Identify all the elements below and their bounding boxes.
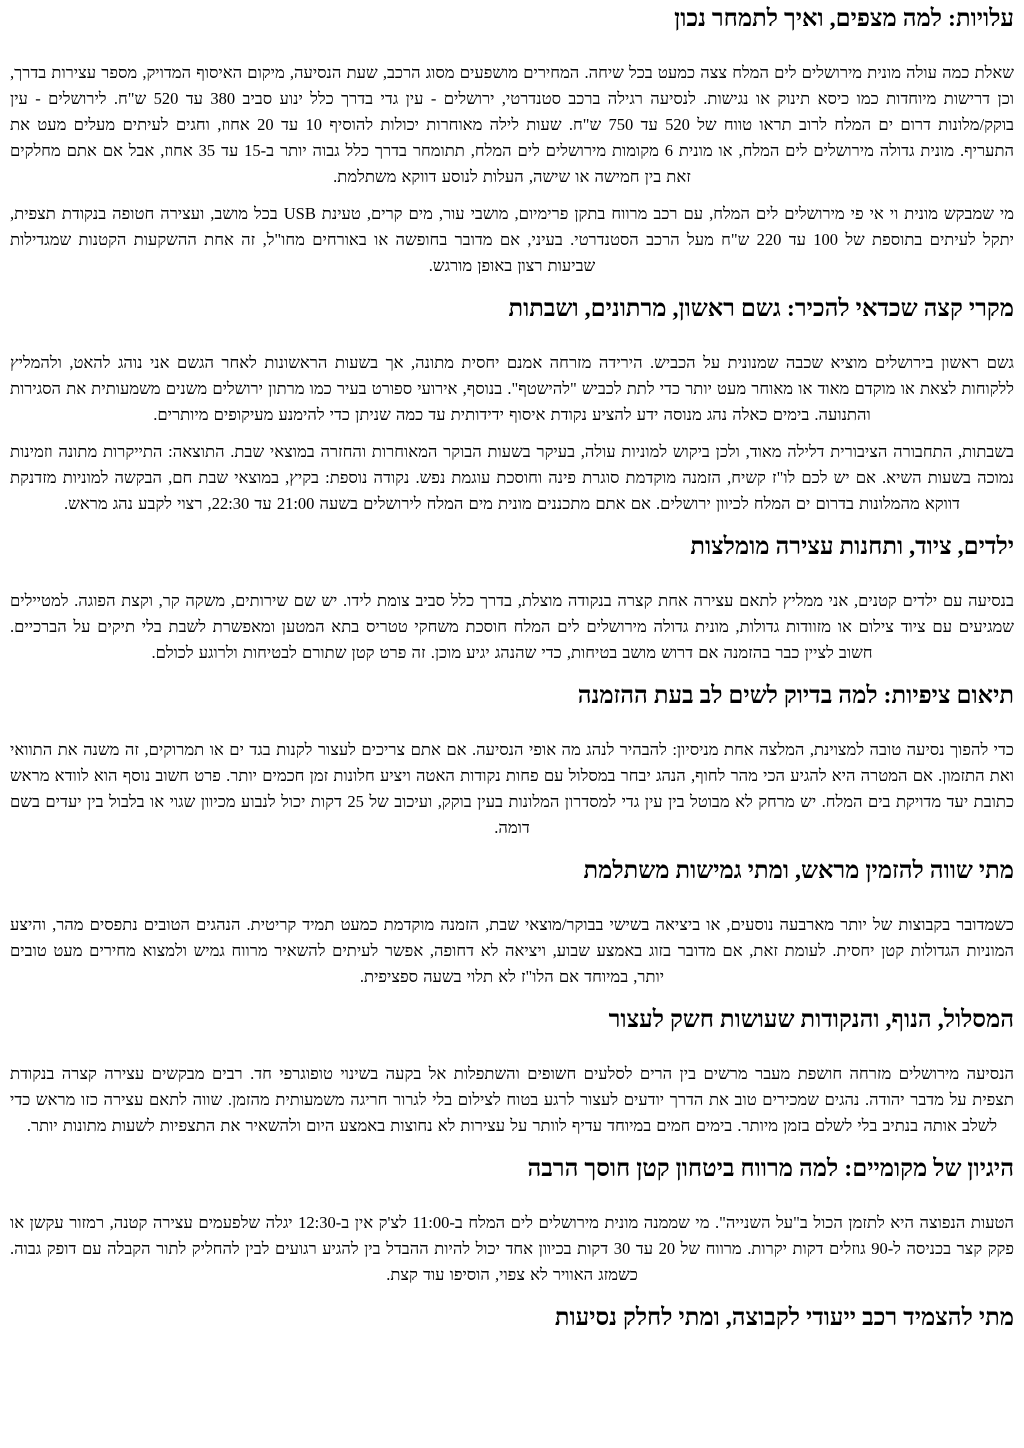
section-heading: עלויות: למה מצפים, ואיך לתמחר נכון (674, 6, 1014, 32)
section-heading: ילדים, ציוד, ותחנות עצירה מומלצות (690, 534, 1014, 560)
paragraph: בשבתות, התחבורה הציבורית דלילה מאוד, ולכן ביקוש למוניות עולה, בעיקר בשעות הבוקר המאוחרות והחזרה במוצאי שבת. התוצאה: התייקרות מתונה וזמינות נמוכה בשעות השיא. אם יש לכם לו"ז קשיח, הזמנה מוקדמת סוגרת פינה וחוסכת עוגמת נפש. נקודה נוספת: בקיץ, במוצאי שבת חם, הבקשה למוניות מזדנקת דווקא מהמלונות בדרום ים המלח לכיוון ירושלים. אם אתם מתכננים מונית מים המלח לירושלים בשעה 21:00 עד 22:30, רצוי לקבע נהג מראש. (10, 442, 1014, 513)
paragraph: בנסיעה עם ילדים קטנים, אני ממליץ לתאם עצירה אחת קצרה בנקודה מוצלת, בדרך כלל סביב צומת לידו. יש שם שירותים, משקה קר, וקצת הפוגה. למטיילים שמגיעים עם ציוד צילום או מזוודות גדולות, מונית גדולה מירושלים לים המלח חוסכת משחקי טטריס בתא המטען ומאפשרת לשבת בלי תיקים על הברכיים. חשוב לציין כבר בהזמנה אם דרוש מושב בטיחות, כדי שהנהג יגיע מוכן. זה פרט קטן שתורם לבטיחות ולרוגע לכולם. (10, 591, 1014, 662)
paragraph: כדי להפוך נסיעה טובה למצוינת, המלצה אחת מניסיון: להבהיר לנהג מה אופי הנסיעה. אם אתם צריכים לעצור לקנות בגד ים או תמרוקים, זה משנה את התוואי ואת התזמון. אם המטרה היא להגיע הכי מהר לחוף, הנהג יבחר במסלול עם פחות נקודות האטה ויציע חלונות זמן חכמים יותר. פרט חשוב נוסף הוא לוודא מראש כתובת יעד מדויקת בים המלח. יש מרחק לא מבוטל בין עין גדי למסדרון המלונות בעין בוקק, ועיכוב של 25 דקות יכול לנבוע מכיוון שגוי או בלבול בין יעדים בשם דומה. (10, 740, 1015, 837)
paragraph: הטעות הנפוצה היא לתזמן הכול ב"על השנייה". מי שממנה מונית מירושלים לים המלח ב-11:00 לצ'ק אין ב-12:30 יגלה שלפעמים עצירה קטנה, רמזור עקשן או פקק קצר בכניסה ל-90 גוזלים דקות יקרות. מרווח של 20 עד 30 דקות בכיוון אחד יכול להיות ההבדל בין להגיע רגועים לבין להחליק לתור הקבלה עם דופק גבוה. כשמזג האוויר לא צפוי, הוסיפו עוד קצת. (10, 1213, 1014, 1284)
section-heading: היגיון של מקומיים: למה מרווח ביטחון קטן חוסך הרבה (527, 1156, 1014, 1182)
section-heading: מתי שווה להזמין מראש, ומתי גמישות משתלמת (583, 858, 1014, 884)
paragraph: כשמדובר בקבוצות של יותר מארבעה נוסעים, או ביציאה בשישי בבוקר/מוצאי שבת, הזמנה מוקדמת כמעט תמיד קריטית. הנהגים הטובים נתפסים מהר, והיצע המוניות הגדולות קטן יחסית. לעומת זאת, אם מדובר בזוג באמצע שבוע, ויציאה לא דחופה, אפשר לעיתים להשאיר מרווח גמיש ולמצוא מחירים מעט טובים יותר, במיוחד אם הלו"ז לא תלוי בשעה ספציפית. (10, 915, 1014, 986)
section-heading: מתי להצמיד רכב ייעודי לקבוצה, ומתי לחלק נסיעות (554, 1305, 1014, 1331)
paragraph: גשם ראשון בירושלים מוציא שכבה שמנונית על הכביש. הירידה מזרחה אמנם יחסית מתונה, אך בשעות הראשונות לאחר הגשם אני נוהג להאט, ולהמליץ ללקוחות לצאת או מוקדם מאוד או מאוחר מעט יותר כדי לתת לכביש "להישטף". בנוסף, אירועי ספורט בעיר כמו מרתון ירושלים משנים משמעותית את הסגירות והתנועה. בימים כאלה נהג מנוסה ידע להציע נקודת איסוף ידידותית עד כמה שניתן כדי להימנע מעיקופים מיותרים. (10, 353, 1014, 424)
paragraph: מי שמבקש מונית וי אי פי מירושלים לים המלח, עם רכב מרווח בתקן פרימיום, מושבי עור, מים קרים, טעינת USB בכל מושב, ועצירה חטופה בנקודת תצפית, יתקל לעיתים בתוספת של 100 עד 220 ש"ח מעל הרכב הסטנדרטי. בעיני, אם מדובר בחופשה או באורחים מחו"ל, זה אחת ההשקעות הקטנות שמגדילות שביעות רצון באופן מורגש. (10, 204, 1014, 275)
section-heading: תיאום ציפיות: למה בדיוק לשים לב בעת ההזמנה (577, 683, 1014, 709)
section-heading: המסלול, הנוף, והנקודות שעושות חשק לעצור (608, 1007, 1014, 1033)
paragraph: הנסיעה מירושלים מזרחה חושפת מעבר מרשים בין הרים לסלעים חשופים והשתפלות אל בקעה בשינוי טופוגרפי חד. רבים מבקשים עצירה קצרה בנקודת תצפית על מדבר יהודה. נהגים שמכירים טוב את הדרך יודעים לעצור לרגע בטוח לצילום בלי לגרור חריגה משמעותית מהזמן. שווה לתאם עצירה כזו מראש כדי לשלב אותה בנתיב בלי לשלם בזמן מיותר. בימים חמים במיוחד עדיף לוותר על עצירות לא נחוצות באמצע היום ולהשאיר את התצפיות לשעות מתונות יותר. (10, 1064, 1014, 1135)
paragraph: שאלת כמה עולה מונית מירושלים לים המלח צצה כמעט בכל שיחה. המחירים מושפעים מסוג הרכב, שעת הנסיעה, מיקום האיסוף המדויק, מספר עצירות בדרך, וכן דרישות מיוחדות כמו כיסא תינוק או נגישות. לנסיעה רגילה ברכב סטנדרטי, ירושלים - עין גדי בדרך כלל ינוע סביב 380 עד 520 ש"ח. לירושלים - עין בוקק/מלונות דרום ים המלח לרוב תראו טווח של 520 עד 750 ש"ח. שעות לילה מאוחרות יכולות להוסיף 10 עד 20 אחוז, וחגים לעיתים מעלים מעט את התעריף. מונית גדולה מירושלים לים המלח, או מונית 6 מקומות מירושלים לים המלח, תתומחר בדרך כלל גבוה יותר ב-15 עד 35 אחוז, אבל אם אתם מחלקים זאת בין חמישה או שישה, העלות לנוסע דווקא משתלמת. (10, 63, 1014, 186)
section-heading: מקרי קצה שכדאי להכיר: גשם ראשון, מרתונים, ושבתות (508, 296, 1014, 322)
